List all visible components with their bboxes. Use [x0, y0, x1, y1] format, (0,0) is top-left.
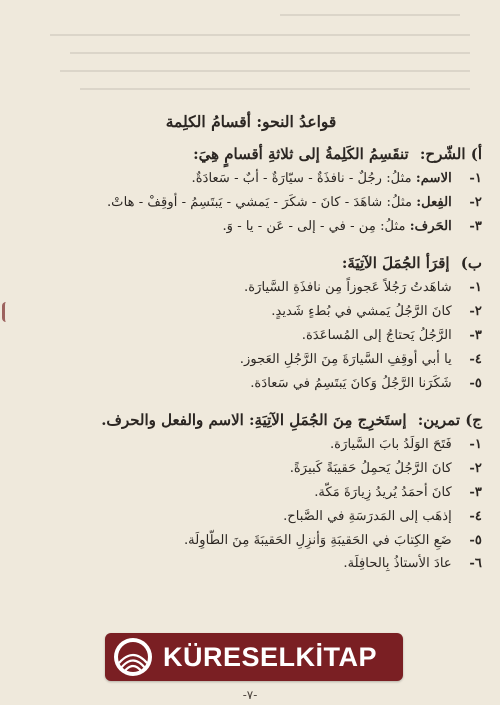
item-number: ٢- [469, 304, 482, 320]
item-number: ٥- [469, 375, 482, 391]
lesson-content [20, 112, 482, 576]
list-item [20, 529, 482, 553]
publisher-logo [105, 633, 403, 681]
item-number: ٢- [469, 461, 482, 477]
section-heading-text: تنقَسِمُ الكَلِمةُ إلى ثلاثةِ أقسامٍ هِيَ: [193, 145, 409, 163]
list-item [20, 433, 482, 457]
item-term: الحَرف: [409, 218, 452, 234]
list-item [20, 372, 482, 396]
globe-lines-icon [113, 637, 153, 677]
list-item [20, 324, 482, 348]
item-text: مثلُ: رجُلٌ - نافذَةٌ - سيّارَةٌ - أبٌ - سَعادَةٌ. [191, 171, 412, 186]
item-text: الرَّجُلُ يَحتاجُ إلى المُساعَدَة. [301, 327, 452, 343]
list-item [20, 167, 482, 191]
item-term: الفِعل: [416, 194, 452, 210]
item-text: شاهَدتُ رَجُلاً عَجوزاً مِن نافذَةِ السَّيارَة. [244, 280, 452, 296]
section-label: أ) الشّرح: [419, 145, 482, 163]
item-text: مثلُ: شاهَدَ - كانَ - شكَرَ - يَمشي - يَبتَسِمُ - أوقِفْ - هاتْ. [106, 194, 413, 210]
section-label: ج) تمرين: [417, 411, 482, 430]
list-item [20, 348, 482, 372]
list-item [20, 552, 482, 576]
item-text: شَكَرَنا الرَّجُلُ وَكانَ يَبتَسِمُ في سَعادَة. [250, 375, 452, 391]
item-number: ٣- [469, 218, 482, 234]
list-item [20, 505, 482, 529]
section-reading [20, 254, 482, 395]
item-number: ١- [469, 280, 482, 296]
item-text: فَتَحَ الوَلَدُ بابَ السَّيارَة. [329, 437, 452, 453]
item-text: ضَعِ الكِتابَ في الحَقيبَةِ وَأنزِلِ الحَقيبَةَ مِنَ الطّاوِلَة. [183, 532, 452, 548]
item-text: كانَ الرَّجُلُ يَحمِلُ حَقيبَةً كَبيرَةً. [289, 461, 452, 477]
list-item [20, 481, 482, 505]
section-explanation [20, 145, 482, 238]
list-item [20, 300, 482, 324]
list-item [20, 191, 482, 215]
item-number: ٣- [469, 484, 482, 500]
section-exercise [20, 411, 482, 576]
list-item [20, 276, 482, 300]
item-text: إذهَب إلى المَدرَسَةِ في الصَّباح. [283, 508, 452, 524]
logo-wordmark: KÜRESELKİTAP [163, 641, 378, 672]
section-heading [20, 254, 482, 272]
section-heading [20, 145, 482, 163]
item-text: كانَ الرَّجُلُ يَمشي في بُطءٍ شَديدٍ. [271, 304, 452, 320]
item-number: ٤- [469, 351, 482, 367]
item-number: ١- [469, 171, 482, 186]
item-text: يا أبي أوقِفِ السَّيارَةَ مِنَ الرَّجُلِ العَجوز. [239, 351, 452, 367]
margin-mark [2, 302, 17, 322]
item-text: مثلُ: مِن - في - إلى - عَن - يا - وَ. [222, 218, 406, 234]
item-term: الاسم: [415, 171, 452, 186]
list-item [20, 457, 482, 481]
item-number: ٥- [469, 532, 482, 548]
section-heading-text: إقرَأ الجُمَلَ الآتِيَةَ: [341, 254, 450, 273]
item-number: ٤- [469, 508, 482, 524]
bleed-through-text [0, 0, 500, 110]
item-number: ٦- [469, 556, 482, 572]
list-item [20, 215, 482, 239]
section-label: ب) [460, 254, 482, 273]
page-number: -٧- [242, 688, 258, 702]
section-heading [20, 411, 482, 429]
item-text: كانَ أحمَدُ يُريدُ زِيارَةَ مَكّة. [314, 484, 452, 500]
section-heading-text: إستَخرِج مِنَ الجُمَلِ الآتِيَةِ: الاسم والفعل والحرف. [101, 411, 407, 430]
item-text: عادَ الأستاذُ بِالحافِلَة. [343, 556, 452, 572]
item-number: ٢- [469, 194, 482, 210]
item-number: ١- [469, 437, 482, 453]
lesson-title: قواعدُ النحو: أقسامُ الكلِمة [165, 112, 337, 131]
item-number: ٣- [469, 327, 482, 343]
